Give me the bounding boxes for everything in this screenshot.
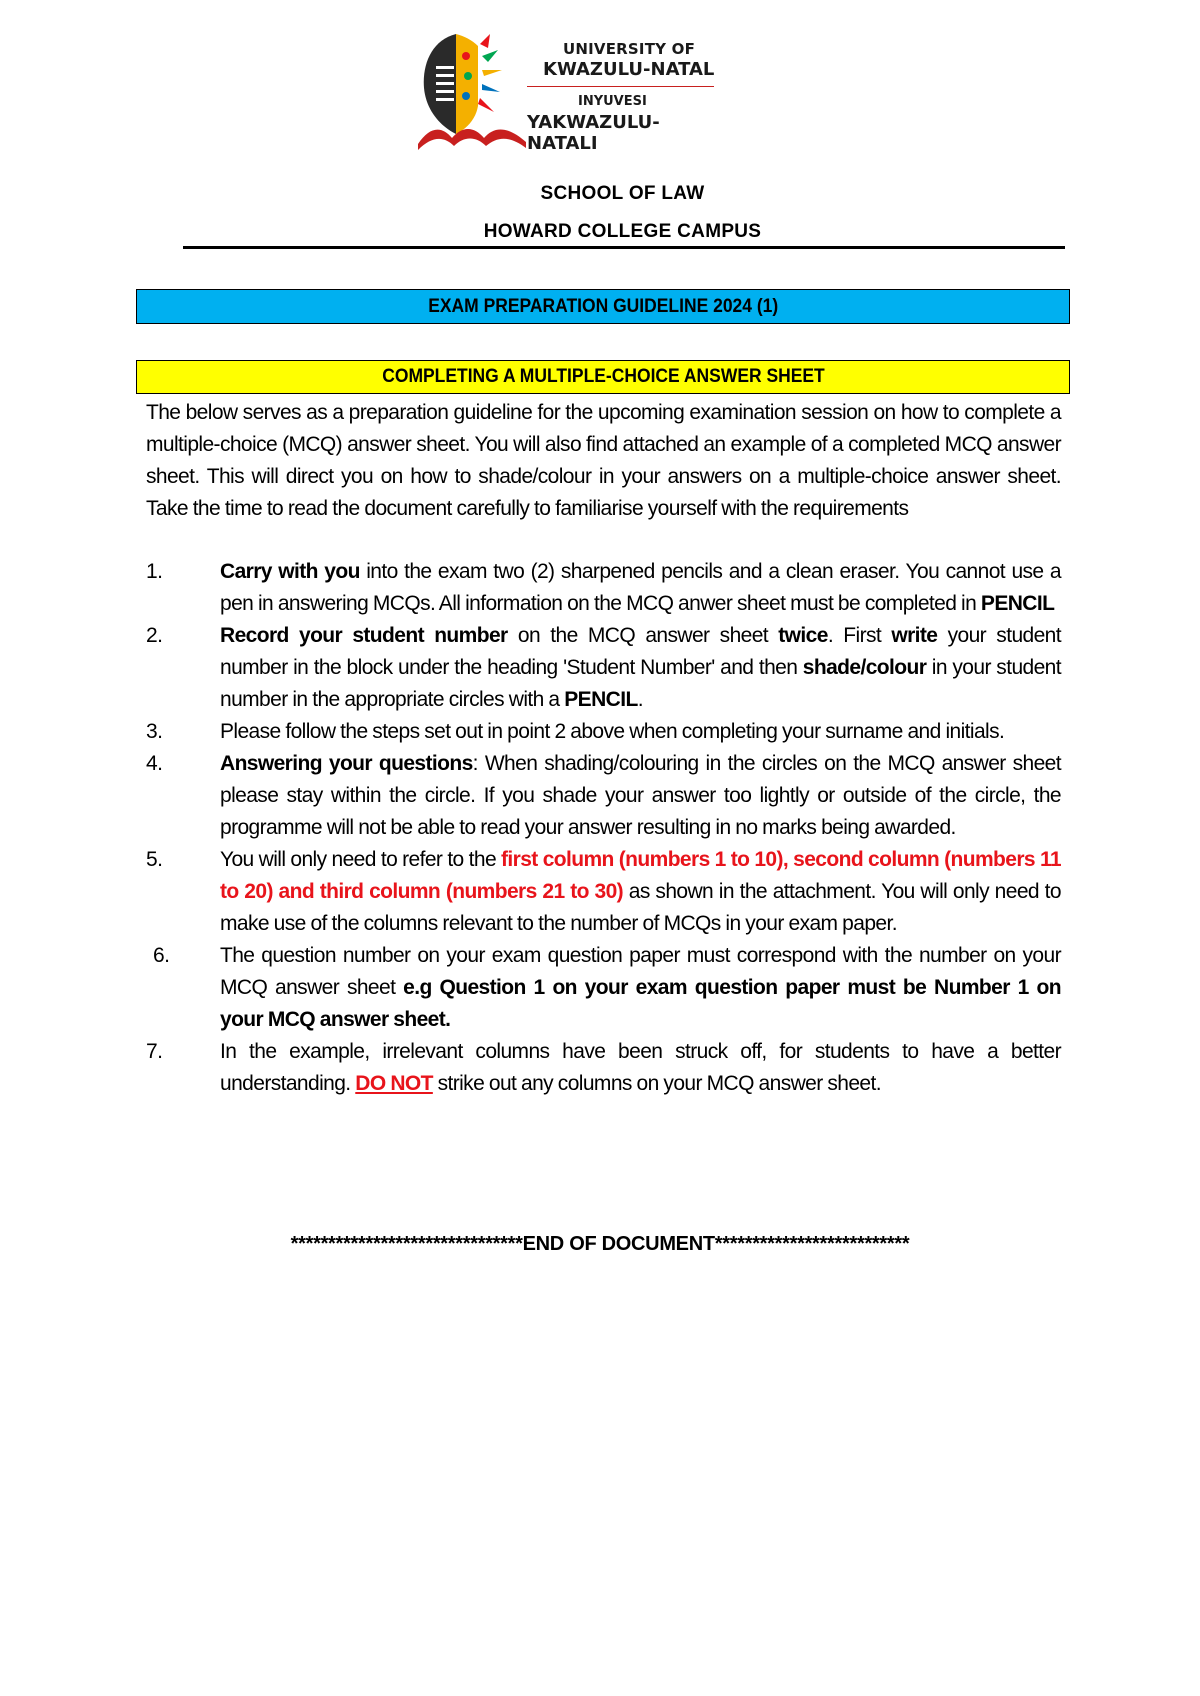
mcq-answer-sheet-title: COMPLETING A MULTIPLE-CHOICE ANSWER SHEET: [381, 366, 825, 387]
item-text: strike out any columns on your MCQ answer sheet.: [432, 1072, 881, 1095]
list-number: 7.: [146, 1040, 163, 1063]
exam-guideline-title: EXAM PREPARATION GUIDELINE 2024 (1): [427, 296, 778, 317]
intro-paragraph: The below serves as a preparation guideline for the upcoming examination session on how to complete a multiple-choice (MCQ) answer sheet. You will also find attached an example of a completed MCQ answer sheet. This will direct you on how to shade/colour in your answers on a multiple-choice answer sheet. Take the time to read the document carefully to familiarise yourself with the requirements: [146, 401, 1061, 520]
ukzn-emblem-icon: [418, 26, 528, 151]
item-bold-text: PENCIL: [564, 688, 638, 711]
list-item: [140, 844, 1061, 940]
item-text: .: [637, 688, 643, 711]
item-bold-text: twice: [778, 624, 828, 647]
list-number: 2.: [146, 624, 163, 647]
logo-line-university-of: UNIVERSITY OF: [563, 40, 696, 58]
item-text: You will only need to refer to the: [220, 848, 502, 871]
item-text: Please follow the steps set out in point 2 above when completing your surname and initials.: [220, 720, 1005, 743]
item-text: as shown in the attachment. You will only need to make use of the columns relevant to the number of MCQs in your exam paper.: [220, 880, 1061, 935]
item-bold-text: write: [891, 624, 938, 647]
item-text: . First: [827, 624, 892, 647]
item-bold-text: Record your student number: [220, 624, 508, 647]
end-of-document: *******************************END OF DOCUMENT**************************: [290, 1233, 910, 1255]
item-text: in your student number in the appropriate circles with a: [220, 656, 1061, 711]
item-text: In the example, irrelevant columns have been struck off, for students to have a better understanding.: [220, 1040, 1061, 1095]
logo-line-yakwazulu-natali: YAKWAZULU-NATALI: [527, 112, 660, 154]
item-text: on the MCQ answer sheet: [507, 624, 779, 647]
list-number: 3.: [146, 720, 163, 743]
list-item: [140, 620, 1061, 716]
list-item: [140, 940, 1061, 1036]
item-red-emphasis: first column (numbers 1 to 10), second column (numbers 11 to 20) and third column (numbers 21 to 30): [220, 848, 1061, 903]
item-text: into the exam two (2) sharpened pencils and a clean eraser. You cannot use a pen in answering MCQs. All information on the MCQ anwer sheet must be completed in: [220, 560, 1061, 615]
list-number: 5.: [146, 848, 163, 871]
item-bold-text: Carry with you: [220, 560, 360, 583]
logo-line-kwazulu-natal: KWAZULU-NATAL: [543, 59, 715, 80]
logo-divider: [527, 86, 714, 87]
list-number: 6.: [153, 944, 170, 967]
mcq-answer-sheet-banner: [136, 360, 1070, 394]
school-title: SCHOOL OF LAW: [540, 183, 705, 204]
list-number: 1.: [146, 560, 163, 583]
item-bold-text: Answering your questions: [220, 752, 473, 775]
item-bold-text: PENCIL: [980, 592, 1055, 615]
list-number: 4.: [146, 752, 163, 775]
list-item: [140, 1036, 1061, 1100]
do-not-warning: DO NOT: [355, 1072, 433, 1095]
item-text: : When shading/colouring in the circles on the MCQ answer sheet please stay within the circle. If you shade your answer too lightly or outside of the circle, the programme will not be able to read your answer resulting in no marks being awarded.: [220, 752, 1061, 839]
list-item: [140, 556, 1061, 620]
guideline-list: [140, 556, 1061, 1100]
item-bold-text: e.g Question 1 on your exam question paper must be Number 1 on your MCQ answer sheet.: [220, 976, 1061, 1031]
list-item: [140, 716, 1061, 748]
campus-title: HOWARD COLLEGE CAMPUS: [483, 221, 762, 242]
list-item: [140, 748, 1061, 844]
item-text: your student number in the block under the heading 'Student Number' and then: [220, 624, 1061, 679]
item-bold-text: shade/colour: [802, 656, 927, 679]
header-divider: [183, 246, 1065, 249]
logo-line-inyuvesi: INYUVESI: [578, 94, 647, 109]
item-text: The question number on your exam question paper must correspond with the number on your MCQ answer sheet: [220, 944, 1061, 999]
exam-guideline-banner: [136, 289, 1070, 324]
